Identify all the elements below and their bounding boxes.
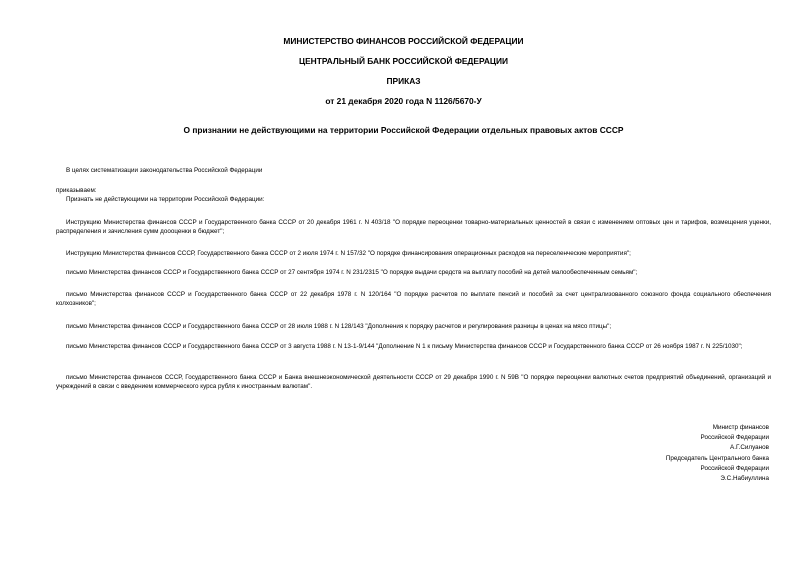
bank-heading: ЦЕНТРАЛЬНЫЙ БАНК РОССИЙСКОЙ ФЕДЕРАЦИИ (298, 56, 509, 66)
list-item: письмо Министерства финансов СССР и Государственного банка СССР от 27 сентября 1974 г. N 231/2315 "О порядке выдачи средств на выплату пособий на детей малообеспеченным семьям"; (66, 269, 638, 276)
list-item: письмо Министерства финансов СССР и Государственного банка СССР от 22 декабря 1978 г. N 120/164 "О порядке расчетов по выплате пенсий и пособий за счет централизованного союзного фонда социального обеспечения колхозников"; (56, 291, 771, 307)
doc-type-heading: ПРИКАЗ (386, 76, 421, 86)
list-item: письмо Министерства финансов СССР и Государственного банка СССР от 3 августа 1988 г. N 13-1-9/144 "Дополнение N 1 к письму Министерства финансов СССР и Государственного банка СССР от 26 ноября 1987 г. N 225/1030"; (66, 343, 743, 350)
preamble-text: В целях систематизации законодательства Российской Федерации (66, 167, 263, 174)
bank-chair-title: Председатель Центрального банка (665, 454, 769, 462)
list-item: письмо Министерства финансов СССР и Государственного банка СССР от 28 июля 1988 г. N 128/143 "Дополнения к порядку расчетов и регулирования разницы в ценах на мясо птицы"; (66, 323, 612, 330)
bank-chair-name: Э.С.Набиуллина (720, 475, 769, 483)
list-item: Инструкцию Министерства финансов СССР и Государственного банка СССР от 20 декабря 1961 г. N 403/18 "О порядке переоценки товарно-материальных ценностей в связи с изменением оптовых цен и тарифов, возмещения уценки, распределения и зачисления сумм доооценки в бюджет"; (56, 219, 771, 235)
finance-minister-country: Российской Федерации (700, 434, 769, 442)
list-item: Инструкцию Министерства финансов СССР, Государственного банка СССР от 2 июля 1974 г. N 157/32 "О порядке финансирования операционных расходов на переселенческие мероприятия"; (66, 250, 631, 257)
date-number-heading: от 21 декабря 2020 года N 1126/5670-У (325, 96, 482, 106)
finance-minister-name: А.Г.Силуанов (730, 444, 769, 452)
finance-minister-title: Министр финансов (712, 424, 769, 431)
ministry-heading: МИНИСТЕРСТВО ФИНАНСОВ РОССИЙСКОЙ ФЕДЕРАЦИИ (283, 36, 524, 46)
document-title: О признании не действующими на территории Российской Федерации отдельных правовых актов СССР (183, 125, 624, 135)
signature-block (560, 423, 769, 484)
bank-chair-country: Российской Федерации (700, 464, 769, 472)
list-item: письмо Министерства финансов СССР, Государственного банка СССР и Банка внешнеэкономической деятельности СССР от 29 декабря 1990 г. N 59В "О порядке переоценки валютных счетов предприятий объединений, организаций и учреждений в связи с введением коммерческого курса рубля к иностранным валютам". (56, 374, 771, 390)
declare-text: Признать не действующими на территории Российской Федерации: (66, 196, 265, 203)
order-word: приказываем: (56, 187, 97, 194)
